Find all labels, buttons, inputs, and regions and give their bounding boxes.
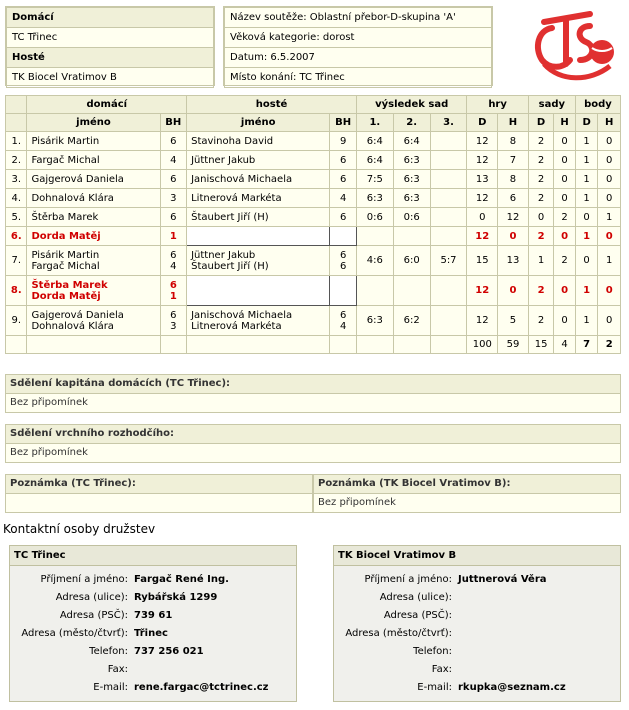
guest-label: Hosté [7, 48, 214, 68]
guest-contact-team: TK Biocel Vratimov B [334, 546, 620, 566]
home-note-label: Poznámka (TC Třinec): [6, 475, 312, 494]
col-home-name: jméno [27, 114, 160, 132]
col-guest-bh: BH [330, 114, 357, 132]
col-sets-d: D [528, 114, 554, 132]
col-set3: 3. [430, 114, 467, 132]
col-home: domácí [27, 96, 187, 114]
home-label: Domácí [7, 8, 214, 28]
totals-row [6, 336, 621, 354]
home-note [5, 474, 313, 513]
captain-note-label: Sdělení kapitána domácích (TC Třinec): [6, 375, 620, 394]
captain-note [5, 374, 621, 413]
home-contact-team: TC Třinec [10, 546, 296, 566]
guest-player-empty [187, 227, 330, 246]
col-games-h: H [498, 114, 529, 132]
col-games-d: D [467, 114, 498, 132]
col-guest-name: jméno [187, 114, 330, 132]
table-row: 1. Pisárik Martin 6 Stavinoha David 9 6:4 6:4 12 8 2 0 1 0 [6, 132, 621, 151]
home-note-value [6, 494, 312, 512]
tc-trinec-logo-icon [530, 8, 622, 84]
total-games-h: 59 [498, 336, 529, 354]
guest-note [313, 474, 621, 513]
table-row: 7. Pisárik Martin Fargač Michal 6 4 Jüttner Jakub Štaubert Jiří (H) 6 6 4:6 6:0 5:7 15 13 1 2 0 1 [6, 246, 621, 276]
home-contact-name: Fargač René Ing. [134, 573, 229, 585]
total-sets-d: 15 [528, 336, 554, 354]
col-guest: hosté [187, 96, 357, 114]
guest-pair-empty [187, 276, 330, 306]
col-points-h: H [598, 114, 621, 132]
contacts-title: Kontaktní osoby družstev [3, 522, 156, 536]
col-set2: 2. [393, 114, 430, 132]
col-result: výsledek sad [356, 96, 466, 114]
table-row: 2. Fargač Michal 4 Jüttner Jakub 6 6:4 6:3 12 7 2 0 1 0 [6, 151, 621, 170]
total-games-d: 100 [467, 336, 498, 354]
guest-contact: TK Biocel Vratimov B Příjmení a jméno: Juttnerová Věra Adresa (ulice): Adresa (PSČ): Adresa (město/čtvrť): Telefon: Fax: E-mail: rkupka@seznam.cz [333, 545, 621, 702]
captain-note-value: Bez připomínek [10, 397, 88, 408]
col-points: body [575, 96, 620, 114]
venue: Místo konání: TC Třinec [225, 68, 492, 88]
total-points-d: 7 [575, 336, 598, 354]
home-contact-email[interactable]: rene.fargac@tctrinec.cz [134, 681, 269, 693]
referee-note-value: Bez připomínek [10, 447, 88, 458]
table-row: 4. Dohnalová Klára 3 Litnerová Markéta 4 6:3 6:3 12 6 2 0 1 0 [6, 189, 621, 208]
match-date: Datum: 6.5.2007 [225, 48, 492, 68]
home-team: TC Třinec [7, 28, 214, 48]
col-home-bh: BH [160, 114, 187, 132]
competition: Název soutěže: Oblastní přebor-D-skupina 'A' [225, 8, 492, 28]
col-sets-h: H [554, 114, 575, 132]
referee-note-label: Sdělení vrchního rozhodčího: [6, 425, 620, 444]
guest-contact-email[interactable]: rkupka@seznam.cz [458, 681, 566, 693]
table-row-walkover: 6. Dorda Matěj 1 12 0 2 0 1 0 [6, 227, 621, 246]
table-row: 5. Štěrba Marek 6 Štaubert Jiří (H) 6 0:6 0:6 0 12 0 2 0 1 [6, 208, 621, 227]
total-sets-h: 4 [554, 336, 575, 354]
table-row: 9. Gajgerová Daniela Dohnalová Klára 6 3 Janischová Michaela Litnerová Markéta 6 4 6:3 6:2 12 5 2 0 1 0 [6, 306, 621, 336]
total-points-h: 2 [598, 336, 621, 354]
table-row-walkover: 8. Štěrba Marek Dorda Matěj 6 1 12 0 2 0 1 0 [6, 276, 621, 306]
guest-note-value: Bez připomínek [318, 497, 396, 508]
home-contact: TC Třinec Příjmení a jméno: Fargač René Ing. Adresa (ulice): Rybářská 1299 Adresa (PSČ): 739 61 Adresa (město/čtvrť): Třinec Telefon: 737 256 021 Fax: E-mail: rene.fargac@tctrinec.cz [9, 545, 297, 702]
col-sets: sady [528, 96, 575, 114]
col-points-d: D [575, 114, 598, 132]
col-games: hry [467, 96, 528, 114]
col-set1: 1. [356, 114, 393, 132]
guest-note-label: Poznámka (TK Biocel Vratimov B): [314, 475, 620, 494]
guest-contact-name: Juttnerová Věra [458, 573, 547, 585]
results-table [5, 95, 621, 354]
referee-note [5, 424, 621, 463]
table-row: 3. Gajgerová Daniela 6 Janischová Michaela 6 7:5 6:3 13 8 2 0 1 0 [6, 170, 621, 189]
category: Věková kategorie: dorost [225, 28, 492, 48]
guest-team: TK Biocel Vratimov B [7, 68, 214, 88]
